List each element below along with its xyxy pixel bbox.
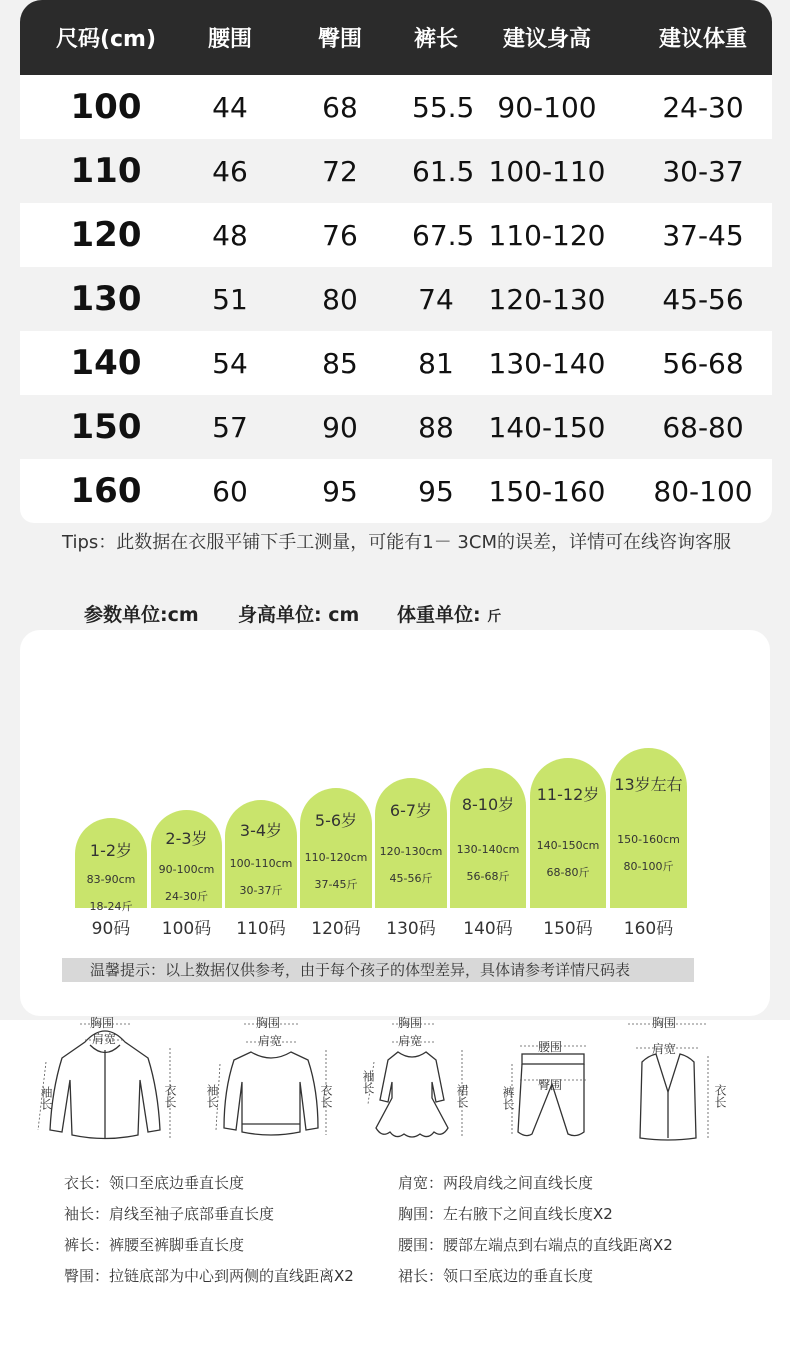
- age-arch: [375, 778, 447, 908]
- size-code-label: 120码: [311, 919, 361, 939]
- definition-desc: 肩线至袖子底部垂直长度: [109, 1205, 275, 1223]
- definition-term: 裙长：: [398, 1267, 444, 1285]
- weight-unit: [397, 600, 501, 627]
- dress-chest-label: 胸围: [398, 1016, 423, 1030]
- weight-range-label: 80-100斤: [623, 860, 674, 873]
- height-range-label: 120-130cm: [379, 845, 443, 858]
- garment-sweatshirt: [196, 1016, 346, 1150]
- weight-range-label: 18-24斤: [89, 900, 133, 913]
- weight-range-label: 37-45斤: [314, 878, 358, 891]
- definition-item: [64, 1234, 244, 1255]
- table-cell: 110-120: [488, 218, 606, 252]
- table-cell: 37-45: [662, 218, 744, 252]
- table-row: [20, 139, 772, 203]
- table-cell: 81: [418, 346, 454, 380]
- table-cell: 57: [212, 410, 248, 444]
- definition-term: 臀围：: [64, 1267, 110, 1285]
- garment-hooded-jacket: [30, 1016, 180, 1150]
- dress-shoulder-label: 肩宽: [398, 1034, 423, 1048]
- size-code-label: 130码: [386, 919, 436, 939]
- weight-range-label: 68-80斤: [546, 866, 590, 879]
- size-code-label: 90码: [91, 919, 131, 939]
- size-cell: 150: [70, 407, 142, 447]
- definition-item: [398, 1265, 593, 1286]
- table-cell: 140-150: [488, 410, 606, 444]
- weight-unit-value: 斤: [487, 609, 502, 625]
- jacket-shoulder-label: 肩宽: [92, 1032, 117, 1046]
- table-cell: 24-30: [662, 90, 744, 124]
- definition-desc: 腰部左端点到右端点的直线距离X2: [443, 1236, 673, 1254]
- age-range-label: 1-2岁: [89, 841, 133, 860]
- vest-shoulder-label: 肩宽: [652, 1042, 677, 1056]
- size-cell: 100: [70, 87, 142, 127]
- pants-waist-label: 腰围: [538, 1040, 563, 1054]
- height-range-label: 83-90cm: [86, 873, 136, 886]
- table-cell: 48: [212, 218, 248, 252]
- pants-length-label: 裤长: [501, 1086, 515, 1110]
- table-row: [20, 203, 772, 267]
- table-cell: 54: [212, 346, 248, 380]
- sweatshirt-sleeve-label: 袖长: [205, 1084, 219, 1108]
- size-code-label: 100码: [161, 919, 212, 939]
- definition-item: [64, 1265, 354, 1286]
- table-cell: 61.5: [412, 154, 475, 188]
- table-cell: 150-160: [488, 474, 606, 508]
- header-size: 尺码(cm): [55, 27, 157, 52]
- definition-item: [398, 1172, 593, 1193]
- sweatshirt-chest-label: 胸围: [256, 1016, 281, 1030]
- table-cell: 90: [322, 410, 358, 444]
- table-cell: 74: [418, 282, 454, 316]
- dress-icon: [352, 1020, 482, 1150]
- height-range-label: 130-140cm: [456, 843, 520, 856]
- size-code-label: 140码: [463, 919, 513, 939]
- dress-sleeve-label: 袖长: [361, 1070, 375, 1094]
- definition-desc: 领口至底边垂直长度: [109, 1174, 245, 1192]
- age-arch-chart: [20, 630, 770, 913]
- header-pants-length: 裤长: [413, 27, 458, 52]
- table-cell: 80: [322, 282, 358, 316]
- table-cell: 76: [322, 218, 358, 252]
- sweatshirt-length-label: 衣长: [319, 1084, 333, 1108]
- table-row: [20, 75, 772, 139]
- table-cell: 90-100: [497, 90, 597, 124]
- weight-range-label: 56-68斤: [466, 870, 510, 883]
- jacket-chest-label: 胸围: [90, 1016, 115, 1030]
- weight-range-label: 30-37斤: [239, 884, 283, 897]
- height-unit: 身高单位: cm: [238, 604, 360, 626]
- table-row: [20, 267, 772, 331]
- age-arch: [225, 800, 297, 908]
- header-waist: 腰围: [207, 27, 252, 52]
- table-header: [20, 0, 772, 75]
- age-range-label: 3-4岁: [239, 821, 283, 840]
- weight-range-label: 45-56斤: [389, 872, 433, 885]
- height-range-label: 100-110cm: [229, 857, 293, 870]
- table-cell: 56-68: [662, 346, 744, 380]
- header-hip: 臀围: [317, 27, 362, 52]
- definition-desc: 左右腋下之间直线长度X2: [443, 1205, 613, 1223]
- height-range-label: 110-120cm: [304, 851, 368, 864]
- table-cell: 72: [322, 154, 358, 188]
- size-table: [20, 0, 772, 523]
- table-cell: 95: [322, 474, 358, 508]
- table-cell: 130-140: [488, 346, 606, 380]
- definition-term: 胸围：: [398, 1205, 444, 1223]
- definition-term: 肩宽：: [398, 1174, 444, 1192]
- height-range-label: 150-160cm: [617, 833, 680, 846]
- sweatshirt-icon: [196, 1020, 346, 1150]
- height-range-label: 140-150cm: [536, 839, 600, 852]
- pants-hip-label: 臀围: [538, 1078, 563, 1092]
- table-cell: 68: [322, 90, 358, 124]
- table-cell: 67.5: [412, 218, 475, 252]
- table-cell: 30-37: [662, 154, 744, 188]
- age-arch: [530, 758, 606, 908]
- table-cell: 46: [212, 154, 248, 188]
- table-cell: 80-100: [653, 474, 753, 508]
- definition-item: [64, 1172, 244, 1193]
- age-range-label: 2-3岁: [165, 829, 208, 848]
- pants-icon: [490, 1020, 600, 1150]
- table-cell: 68-80: [662, 410, 744, 444]
- table-cell: 44: [212, 90, 248, 124]
- vest-icon: [612, 1020, 742, 1150]
- header-suggested-weight: 建议体重: [658, 27, 747, 52]
- age-range-label: 11-12岁: [536, 785, 600, 804]
- jacket-length-label: 衣长: [163, 1084, 177, 1108]
- garment-dress: [352, 1016, 482, 1150]
- definition-item: [398, 1234, 673, 1255]
- header-suggested-height: 建议身高: [502, 27, 591, 52]
- jacket-sleeve-label: 袖长: [39, 1086, 53, 1110]
- size-cell: 110: [70, 151, 142, 191]
- table-cell: 95: [418, 474, 454, 508]
- size-cell: 140: [70, 343, 142, 383]
- weight-range-label: 24-30斤: [165, 890, 208, 903]
- table-body: [20, 75, 772, 523]
- age-range-label: 8-10岁: [461, 795, 515, 814]
- height-range-label: 90-100cm: [158, 863, 215, 876]
- size-code-label: 160码: [623, 919, 674, 939]
- definition-term: 袖长：: [64, 1205, 110, 1223]
- size-cell: 120: [70, 215, 142, 255]
- table-cell: 45-56: [662, 282, 744, 316]
- age-arch: [300, 788, 372, 908]
- definition-term: 裤长：: [64, 1236, 110, 1254]
- size-cell: 130: [70, 279, 142, 319]
- definition-desc: 拉链底部为中心到两侧的直线距离X2: [109, 1267, 354, 1285]
- weight-unit-label: 体重单位:: [397, 604, 481, 626]
- table-cell: 100-110: [488, 154, 606, 188]
- age-arch: [75, 818, 147, 913]
- size-code-label: 150码: [543, 919, 593, 939]
- definition-desc: 领口至底边的垂直长度: [443, 1267, 594, 1285]
- size-code-label: 110码: [236, 919, 286, 939]
- table-cell: 55.5: [412, 90, 475, 124]
- age-arch: [610, 748, 687, 908]
- age-range-label: 6-7岁: [389, 801, 433, 820]
- table-row: [20, 331, 772, 395]
- measurement-tips: Tips：此数据在衣服平铺下手工测量，可能有1－ 3CM的误差，详情可在线咨询客服: [62, 532, 731, 553]
- definition-term: 衣长：: [64, 1174, 110, 1192]
- age-range-label: 5-6岁: [314, 811, 358, 830]
- dress-length-label: 裙长: [455, 1084, 469, 1108]
- vest-chest-label: 胸围: [652, 1016, 677, 1030]
- table-row: [20, 395, 772, 459]
- table-cell: 85: [322, 346, 358, 380]
- table-cell: 88: [418, 410, 454, 444]
- param-unit: 参数单位:cm: [84, 604, 199, 626]
- definition-item: [398, 1203, 613, 1224]
- table-row: [20, 459, 772, 523]
- garment-vest: [612, 1016, 742, 1150]
- garment-guide: [0, 1016, 790, 1364]
- definition-item: [64, 1203, 274, 1224]
- age-arch: [450, 768, 526, 908]
- garment-pants: [490, 1020, 600, 1150]
- definition-desc: 裤腰至裤脚垂直长度: [109, 1236, 245, 1254]
- table-cell: 60: [212, 474, 248, 508]
- age-range-label: 13岁左右: [614, 775, 683, 794]
- hooded-jacket-icon: [30, 1020, 180, 1150]
- definition-desc: 两段肩线之间直线长度: [443, 1174, 594, 1192]
- sweatshirt-shoulder-label: 肩宽: [258, 1034, 283, 1048]
- vest-length-label: 衣长: [713, 1084, 727, 1108]
- age-arch: [151, 810, 222, 908]
- table-cell: 120-130: [488, 282, 606, 316]
- size-cell: 160: [70, 471, 142, 511]
- definition-term: 腰围：: [398, 1236, 444, 1254]
- table-cell: 51: [212, 282, 248, 316]
- notice-banner: 温馨提示：以上数据仅供参考，由于每个孩子的体型差异，具体请参考详情尺码表: [62, 958, 694, 982]
